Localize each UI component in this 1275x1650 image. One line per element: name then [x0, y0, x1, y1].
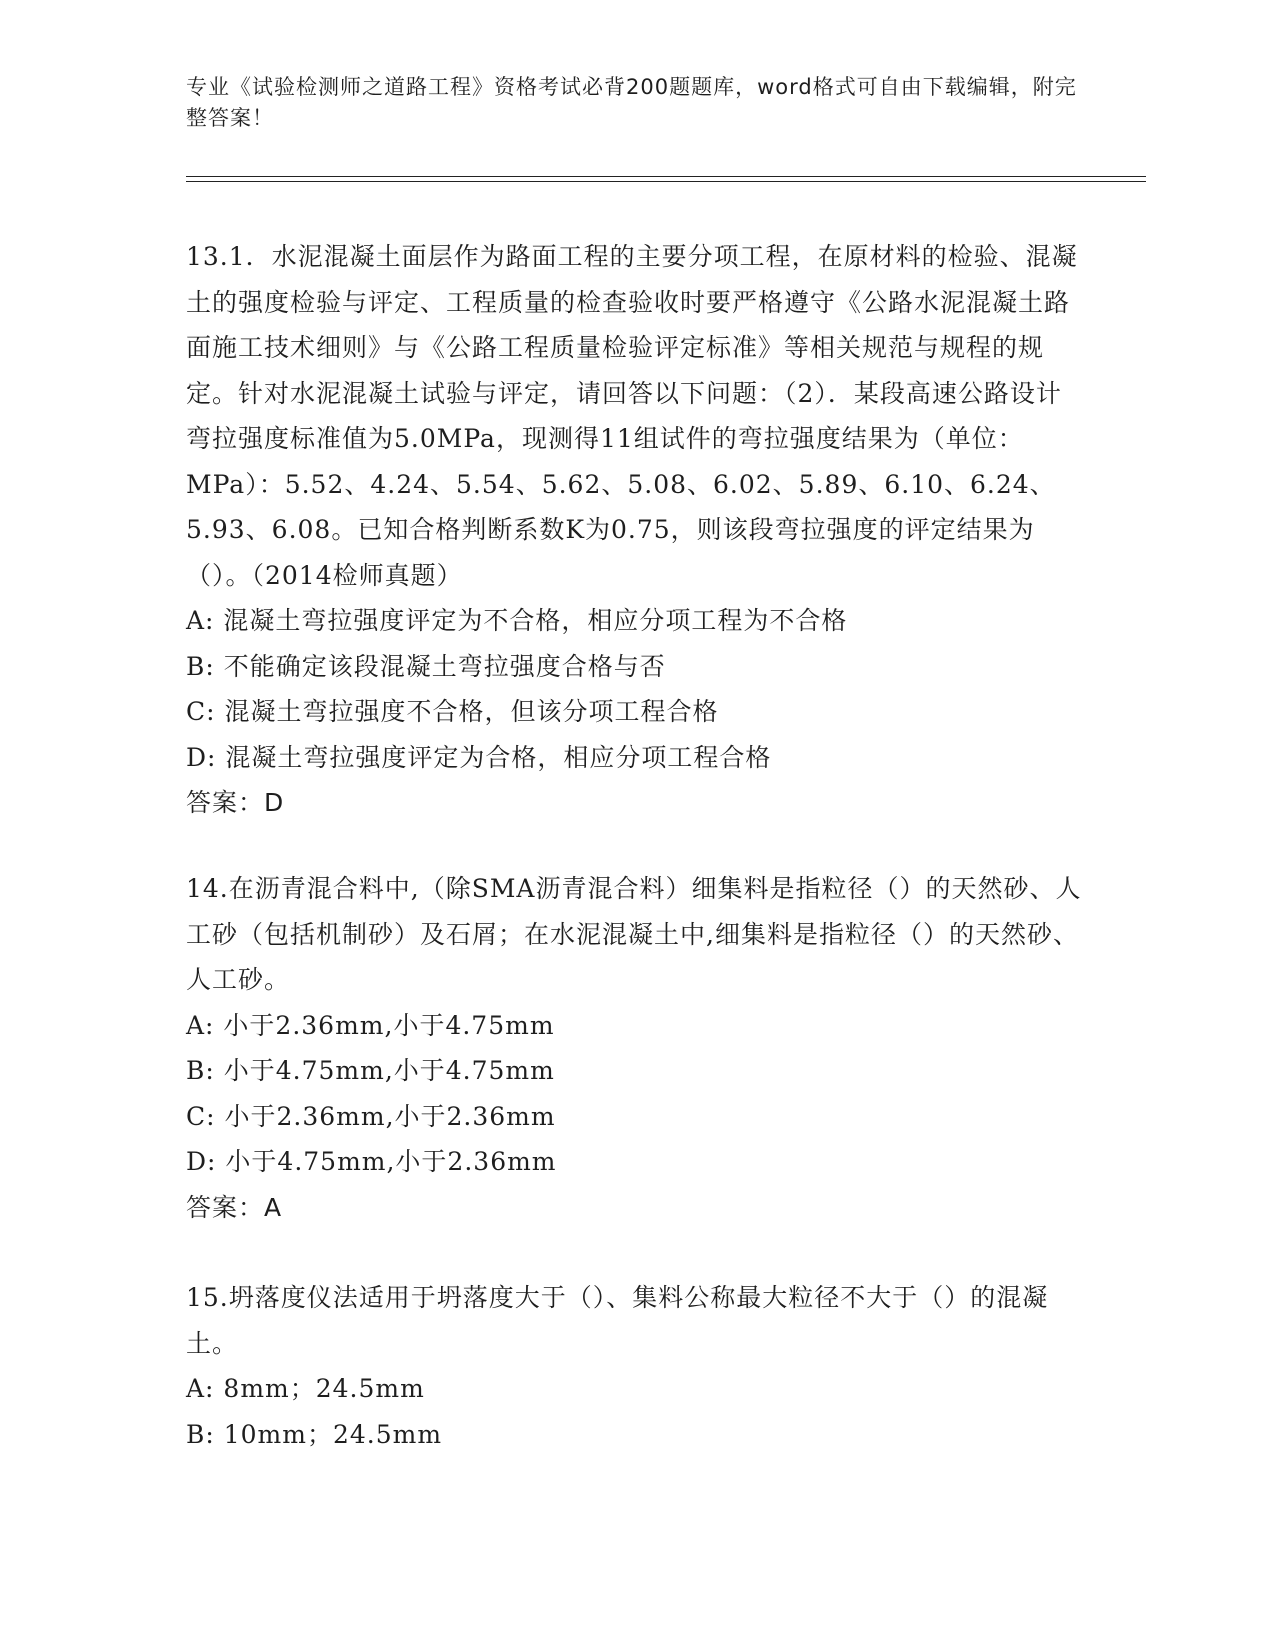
option-b: B: 小于4.75mm,小于4.75mm	[186, 1056, 555, 1085]
option-a: A: 混凝土弯拉强度评定为不合格，相应分项工程为不合格	[186, 606, 848, 635]
question-text: 15.坍落度仪法适用于坍落度大于（）、集料公称最大粒径不大于（）的混凝土。	[186, 1283, 1049, 1358]
option-c: C: 混凝土弯拉强度不合格，但该分项工程合格	[186, 697, 719, 726]
header-title: 专业《试验检测师之道路工程》资格考试必背200题题库，word格式可自由下载编辑，附完整答案！	[186, 75, 1077, 130]
question-13	[186, 234, 1086, 826]
question-text: 14.在沥青混合料中,（除SMA沥青混合料）细集料是指粒径（）的天然砂、人工砂（包括机制砂）及石屑；在水泥混凝土中,细集料是指粒径（）的天然砂、人工砂。	[186, 874, 1082, 994]
header-divider-bottom	[186, 181, 1146, 182]
option-a: A: 8mm；24.5mm	[186, 1374, 425, 1403]
answer: 答案：A	[186, 1192, 283, 1222]
question-15	[186, 1275, 1086, 1457]
document-header	[186, 72, 1086, 134]
option-b: B: 10mm；24.5mm	[186, 1419, 443, 1449]
option-b: B: 不能确定该段混凝土弯拉强度合格与否	[186, 651, 666, 681]
option-a: A: 小于2.36mm,小于4.75mm	[186, 1010, 555, 1040]
question-text: 13.1．水泥混凝土面层作为路面工程的主要分项工程，在原材料的检验、混凝土的强度检验与评定、工程质量的检查验收时要严格遵守《公路水泥混凝土路面施工技术细则》与《公路工程质量检验评定标准》等相关规范与规程的规定。针对水泥混凝土试验与评定，请回答以下问题：（2）．某段高速公路设计弯拉强度标准值为5.0MPa，现测得11组试件的弯拉强度结果为（单位：MPa）：5.52、4.24、5.54、5.62、5.08、6.02、5.89、6.10、6.24、5.93、6.08。已知合格判断系数K为0.75，则该段弯拉强度的评定结果为（）。（2014检师真题）	[186, 242, 1078, 590]
option-c: C: 小于2.36mm,小于2.36mm	[186, 1101, 556, 1131]
option-d: D: 小于4.75mm,小于2.36mm	[186, 1147, 557, 1176]
option-d: D: 混凝土弯拉强度评定为合格，相应分项工程合格	[186, 742, 772, 772]
header-divider-top	[186, 176, 1146, 177]
question-14	[186, 866, 1086, 1230]
answer: 答案：D	[186, 788, 285, 817]
